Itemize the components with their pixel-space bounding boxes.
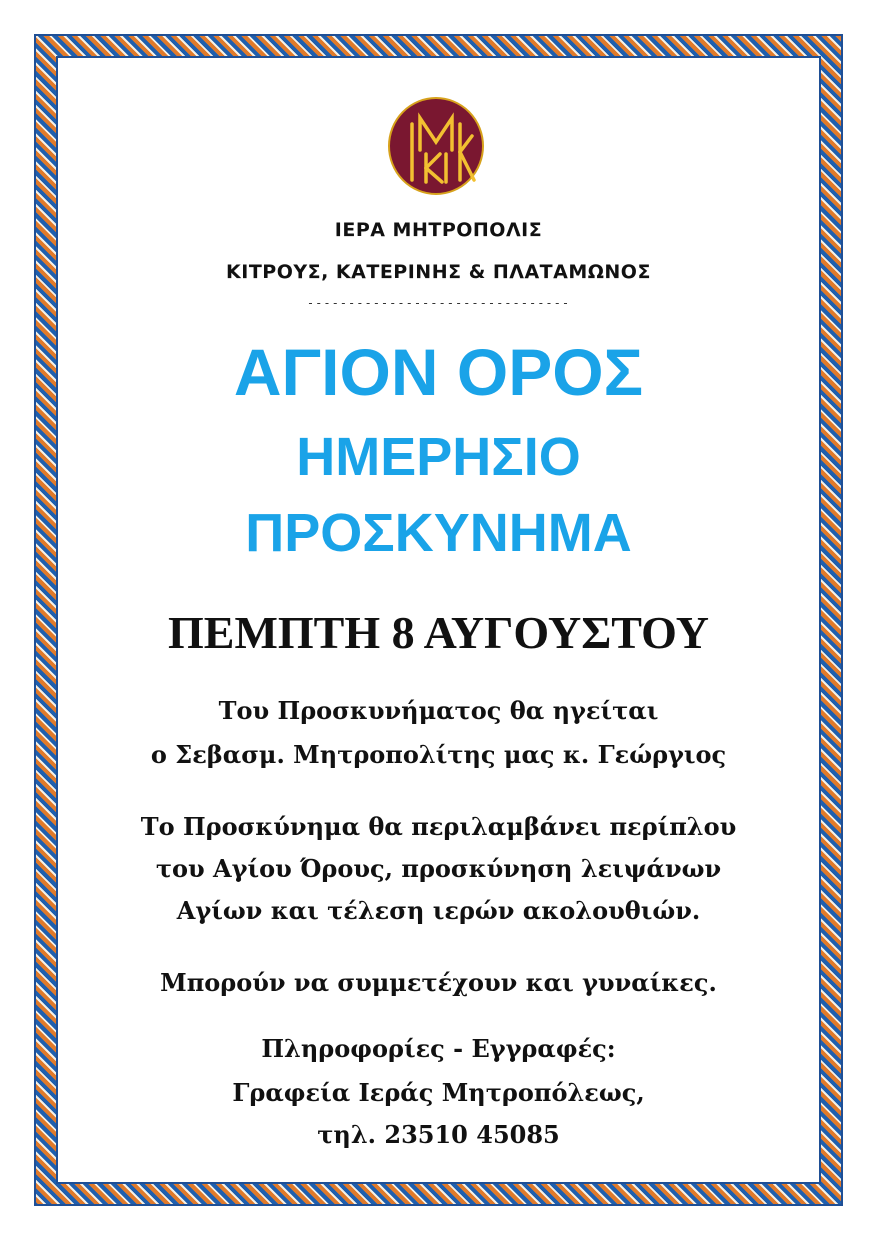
title-line-2: ΗΜΕΡΗΣΙΟ — [296, 427, 581, 487]
title-line-1: ΑΓΙΟΝ ΟΡΟΣ — [233, 335, 644, 409]
title-line-3: ΠΡΟΣΚΥΝΗΜΑ — [245, 503, 632, 563]
info-line-2: Γραφεία Ιεράς Μητροπόλεως, — [232, 1078, 645, 1107]
program-line-2: του Αγίου Όρους, προσκύνηση λειψάνων — [155, 854, 722, 883]
metropolis-monogram-icon — [386, 96, 486, 196]
header-line-1: ΙΕΡΑ ΜΗΤΡΟΠΟΛΙΣ — [334, 219, 543, 241]
leader-line-2: ο Σεβασμ. Μητροπολίτης μας κ. Γεώργιος — [150, 740, 727, 769]
header-line-2: ΚΙΤΡΟΥΣ, ΚΑΤΕΡΙΝΗΣ & ΠΛΑΤΑΜΩΝΟΣ — [226, 261, 651, 283]
women-notice: Μπορούν να συμμετέχουν και γυναίκες. — [160, 968, 717, 997]
event-date: ΠΕΜΠΤΗ 8 ΑΥΓΟΥΣΤΟΥ — [168, 607, 709, 658]
program-line-3: Αγίων και τέλεση ιερών ακολουθιών. — [176, 896, 701, 925]
info-line-1: Πληροφορίες - Εγγραφές: — [261, 1034, 616, 1063]
info-phone: τηλ. 23510 45085 — [317, 1120, 560, 1149]
program-line-1: Το Προσκύνημα θα περιλαμβάνει περίπλου — [140, 812, 737, 841]
leader-line-1: Του Προσκυνήματος θα ηγείται — [218, 696, 659, 725]
header-divider: -------------------------------- — [306, 296, 571, 310]
